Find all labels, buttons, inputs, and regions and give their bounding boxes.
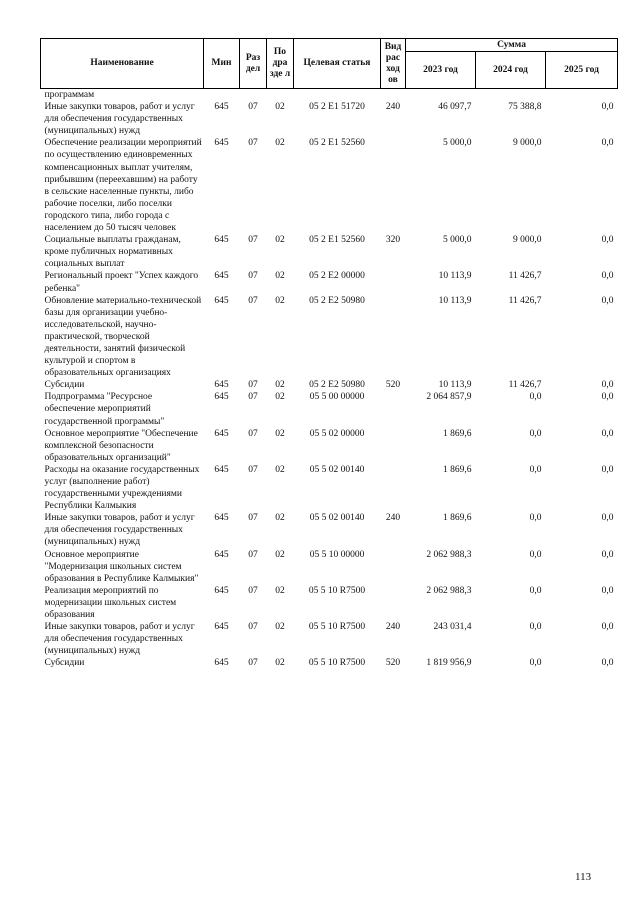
cell-sum-2023 bbox=[406, 89, 476, 102]
cell-sum-2023: 46 097,7 bbox=[438, 102, 472, 113]
header-razdel: Раз дел bbox=[240, 39, 267, 89]
cell-sum-2024: 11 426,7 bbox=[508, 295, 542, 306]
header-name: Наименование bbox=[41, 39, 204, 89]
cell-podrazdel: 02 bbox=[275, 138, 285, 149]
cell-celevaya-statya bbox=[294, 89, 381, 102]
cell-sum-2024: 75 388,8 bbox=[508, 102, 542, 113]
cell-razdel bbox=[240, 89, 267, 102]
cell-podrazdel: 02 bbox=[275, 464, 285, 475]
cell-sum-2025: 0,0 bbox=[601, 549, 614, 560]
cell-sum-2025: 0,0 bbox=[601, 428, 614, 439]
cell-sum-2024: 0,0 bbox=[529, 622, 542, 633]
cell-vid-rashodov bbox=[381, 89, 406, 102]
cell-name: Основное мероприятие "Обеспечение комплексной безопасности образовательных организаций" bbox=[44, 428, 198, 463]
cell-vid-rashodov bbox=[381, 428, 406, 464]
cell-podrazdel: 02 bbox=[275, 102, 285, 113]
cell-name: Региональный проект "Успех каждого ребенка" bbox=[44, 271, 199, 294]
cell-razdel: 07 bbox=[248, 271, 258, 282]
header-celevaya-statya: Целевая статья bbox=[294, 39, 381, 89]
cell-celevaya-statya: 05 5 02 00000 bbox=[309, 428, 365, 439]
cell-vid-rashodov bbox=[381, 585, 406, 621]
cell-razdel: 07 bbox=[248, 585, 258, 596]
cell-sum-2024: 9 000,0 bbox=[513, 138, 542, 149]
table-row bbox=[41, 391, 618, 427]
cell-sum-2025: 0,0 bbox=[601, 295, 614, 306]
cell-podrazdel: 02 bbox=[275, 658, 285, 669]
cell-min: 645 bbox=[214, 513, 229, 524]
cell-razdel: 07 bbox=[248, 102, 258, 113]
cell-name: Основное мероприятие "Модернизация школьных систем образования в Республике Калмыкия" bbox=[44, 549, 199, 584]
cell-vid-rashodov bbox=[381, 464, 406, 512]
cell-celevaya-statya: 05 5 10 R7500 bbox=[308, 585, 366, 596]
table-row bbox=[41, 295, 618, 380]
cell-min: 645 bbox=[214, 585, 229, 596]
budget-table bbox=[40, 38, 618, 670]
cell-name: Субсидии bbox=[44, 658, 85, 669]
cell-sum-2025: 0,0 bbox=[601, 622, 614, 633]
cell-celevaya-statya: 05 2 Е1 51720 bbox=[309, 102, 365, 113]
header-summa: Сумма bbox=[406, 39, 618, 52]
table-row bbox=[41, 621, 618, 657]
cell-sum-2023: 2 062 988,3 bbox=[426, 585, 472, 596]
cell-min bbox=[204, 89, 240, 102]
cell-name: Иные закупки товаров, работ и услуг для обеспечения государственных (муниципальных) нужд bbox=[44, 513, 195, 548]
cell-sum-2023: 1 869,6 bbox=[443, 428, 472, 439]
cell-razdel: 07 bbox=[248, 235, 258, 246]
cell-vid-rashodov: 240 bbox=[385, 513, 401, 524]
table-row bbox=[41, 464, 618, 512]
cell-sum-2024 bbox=[476, 89, 546, 102]
cell-min: 645 bbox=[214, 271, 229, 282]
cell-vid-rashodov: 240 bbox=[385, 622, 401, 633]
cell-celevaya-statya: 05 5 02 00140 bbox=[309, 513, 365, 524]
cell-sum-2023: 10 113,9 bbox=[438, 380, 472, 391]
cell-name: Субсидии bbox=[44, 380, 85, 391]
table-row bbox=[41, 549, 618, 585]
cell-sum-2023: 2 064 857,9 bbox=[426, 392, 472, 403]
cell-name: Социальные выплаты гражданам, кроме публичных нормативных социальных выплат bbox=[44, 235, 181, 270]
cell-razdel: 07 bbox=[248, 392, 258, 403]
cell-podrazdel: 02 bbox=[275, 392, 285, 403]
cell-min: 645 bbox=[214, 295, 229, 306]
cell-sum-2025: 0,0 bbox=[601, 102, 614, 113]
header-min: Мин bbox=[204, 39, 240, 89]
cell-min: 645 bbox=[214, 102, 229, 113]
cell-vid-rashodov bbox=[381, 549, 406, 585]
cell-min: 645 bbox=[214, 392, 229, 403]
cell-podrazdel: 02 bbox=[275, 428, 285, 439]
header-podrazdel: По дра зде л bbox=[267, 39, 294, 89]
cell-sum-2024: 0,0 bbox=[529, 464, 542, 475]
cell-sum-2023: 10 113,9 bbox=[438, 271, 472, 282]
cell-celevaya-statya: 05 5 10 R7500 bbox=[308, 658, 366, 669]
cell-min: 645 bbox=[214, 622, 229, 633]
cell-podrazdel bbox=[267, 89, 294, 102]
cell-sum-2024: 0,0 bbox=[529, 658, 542, 669]
cell-min: 645 bbox=[214, 549, 229, 560]
cell-podrazdel: 02 bbox=[275, 513, 285, 524]
cell-podrazdel: 02 bbox=[275, 585, 285, 596]
cell-sum-2024: 0,0 bbox=[529, 428, 542, 439]
cell-razdel: 07 bbox=[248, 295, 258, 306]
cell-sum-2024: 11 426,7 bbox=[508, 271, 542, 282]
table-row bbox=[41, 657, 618, 669]
cell-razdel: 07 bbox=[248, 513, 258, 524]
cell-sum-2025: 0,0 bbox=[601, 392, 614, 403]
cell-name: Подпрограмма "Ресурсное обеспечение мероприятий государственной программы" bbox=[44, 392, 165, 427]
page-number: 113 bbox=[575, 871, 592, 883]
cell-sum-2025: 0,0 bbox=[601, 585, 614, 596]
header-vid-rashodov: Вид рас ход ов bbox=[381, 39, 406, 89]
cell-sum-2024: 9 000,0 bbox=[513, 235, 542, 246]
table-row bbox=[41, 101, 618, 137]
cell-name: программам bbox=[44, 90, 95, 100]
table-header bbox=[41, 39, 618, 89]
cell-celevaya-statya: 05 5 10 R7500 bbox=[308, 622, 366, 633]
cell-razdel: 07 bbox=[248, 622, 258, 633]
cell-sum-2023: 1 869,6 bbox=[443, 464, 472, 475]
cell-vid-rashodov bbox=[381, 137, 406, 234]
cell-sum-2023: 1 869,6 bbox=[443, 513, 472, 524]
cell-sum-2024: 0,0 bbox=[529, 585, 542, 596]
cell-razdel: 07 bbox=[248, 464, 258, 475]
cell-min: 645 bbox=[214, 464, 229, 475]
cell-celevaya-statya: 05 5 02 00140 bbox=[309, 464, 365, 475]
cell-sum-2023: 2 062 988,3 bbox=[426, 549, 472, 560]
cell-podrazdel: 02 bbox=[275, 549, 285, 560]
table-row bbox=[41, 89, 618, 102]
cell-podrazdel: 02 bbox=[275, 235, 285, 246]
cell-razdel: 07 bbox=[248, 380, 258, 391]
cell-sum-2025: 0,0 bbox=[601, 380, 614, 391]
cell-min: 645 bbox=[214, 380, 229, 391]
table-row bbox=[41, 137, 618, 234]
cell-sum-2024: 0,0 bbox=[529, 549, 542, 560]
cell-sum-2023: 1 819 956,9 bbox=[426, 658, 472, 669]
cell-min: 645 bbox=[214, 235, 229, 246]
cell-celevaya-statya: 05 2 Е2 00000 bbox=[309, 271, 365, 282]
cell-sum-2025: 0,0 bbox=[601, 235, 614, 246]
header-year-2024: 2024 год bbox=[476, 52, 546, 89]
cell-celevaya-statya: 05 2 Е1 52560 bbox=[309, 235, 365, 246]
cell-sum-2023: 10 113,9 bbox=[438, 295, 472, 306]
cell-vid-rashodov: 320 bbox=[385, 235, 401, 246]
cell-vid-rashodov: 520 bbox=[385, 380, 401, 391]
cell-sum-2025: 0,0 bbox=[601, 464, 614, 475]
table-row bbox=[41, 512, 618, 548]
cell-podrazdel: 02 bbox=[275, 380, 285, 391]
cell-name: Иные закупки товаров, работ и услуг для обеспечения государственных (муниципальных) нужд bbox=[44, 622, 195, 657]
table-row bbox=[41, 270, 618, 294]
cell-podrazdel: 02 bbox=[275, 295, 285, 306]
cell-sum-2023: 5 000,0 bbox=[443, 138, 472, 149]
cell-celevaya-statya: 05 2 Е2 50980 bbox=[309, 295, 365, 306]
cell-name: Обеспечение реализации мероприятий по осуществлению единовременных компенсационных выплат учителям, прибывшим (переехавшим) на работу в сельские населенные пункты, либо рабочие поселки, либо поселки городского типа, либо города с населением до 50 тысяч человек bbox=[44, 138, 202, 234]
table-body bbox=[41, 89, 618, 670]
header-year-2023: 2023 год bbox=[406, 52, 476, 89]
header-year-2025: 2025 год bbox=[546, 52, 618, 89]
cell-podrazdel: 02 bbox=[275, 271, 285, 282]
cell-min: 645 bbox=[214, 428, 229, 439]
cell-sum-2024: 11 426,7 bbox=[508, 380, 542, 391]
cell-celevaya-statya: 05 5 10 00000 bbox=[309, 549, 365, 560]
table-row bbox=[41, 234, 618, 270]
cell-min: 645 bbox=[214, 138, 229, 149]
cell-sum-2023: 243 031,4 bbox=[433, 622, 472, 633]
cell-sum-2025: 0,0 bbox=[601, 513, 614, 524]
cell-sum-2025: 0,0 bbox=[601, 138, 614, 149]
cell-sum-2023: 5 000,0 bbox=[443, 235, 472, 246]
cell-name: Реализация мероприятий по модернизации школьных систем образования bbox=[44, 585, 177, 621]
cell-razdel: 07 bbox=[248, 428, 258, 439]
cell-name: Расходы на оказание государственных услуг (выполнение работ) государственными учреждениями Республики Калмыкия bbox=[44, 464, 200, 512]
cell-sum-2025: 0,0 bbox=[601, 271, 614, 282]
cell-name: Обновление материально-технической базы для организации учебно-исследовательской, научно-практической, творческой деятельности, занятий физической культурой и спортом в образовательных организациях bbox=[44, 295, 202, 379]
cell-razdel: 07 bbox=[248, 658, 258, 669]
cell-celevaya-statya: 05 2 Е2 50980 bbox=[309, 380, 365, 391]
cell-sum-2024: 0,0 bbox=[529, 513, 542, 524]
cell-sum-2025 bbox=[546, 89, 618, 102]
table-row bbox=[41, 585, 618, 621]
cell-vid-rashodov bbox=[381, 391, 406, 427]
cell-celevaya-statya: 05 5 00 00000 bbox=[309, 392, 365, 403]
cell-podrazdel: 02 bbox=[275, 622, 285, 633]
cell-sum-2024: 0,0 bbox=[529, 392, 542, 403]
cell-celevaya-statya: 05 2 Е1 52560 bbox=[309, 138, 365, 149]
cell-sum-2025: 0,0 bbox=[601, 658, 614, 669]
cell-vid-rashodov bbox=[381, 295, 406, 380]
cell-min: 645 bbox=[214, 658, 229, 669]
cell-name: Иные закупки товаров, работ и услуг для обеспечения государственных (муниципальных) нужд bbox=[44, 102, 195, 137]
cell-vid-rashodov: 240 bbox=[385, 102, 401, 113]
cell-razdel: 07 bbox=[248, 138, 258, 149]
table-row bbox=[41, 379, 618, 391]
cell-vid-rashodov: 520 bbox=[385, 658, 401, 669]
cell-razdel: 07 bbox=[248, 549, 258, 560]
table-row bbox=[41, 428, 618, 464]
cell-vid-rashodov bbox=[381, 270, 406, 294]
